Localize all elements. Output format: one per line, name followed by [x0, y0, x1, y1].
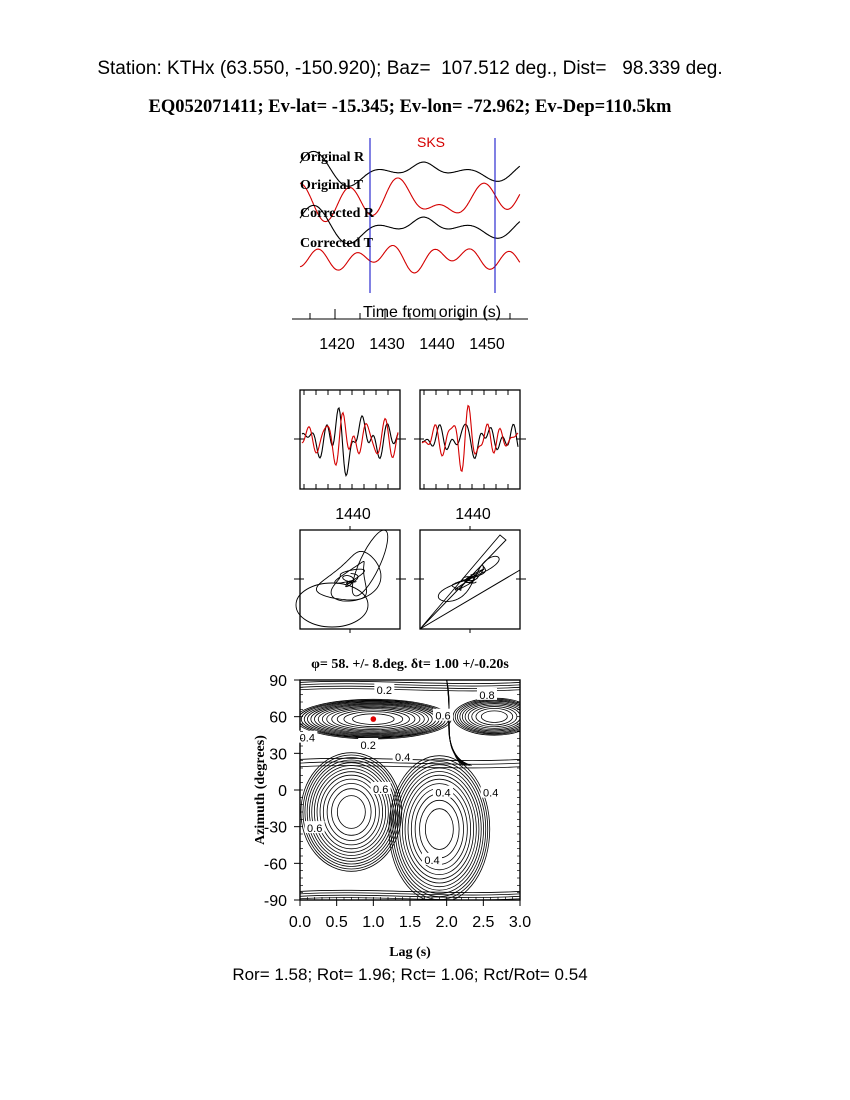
contour-line [327, 784, 375, 841]
contour-label: 0.4 [483, 787, 499, 800]
particle-motion-panel [294, 526, 406, 633]
best-fit-marker [371, 716, 377, 722]
contour-line [455, 699, 533, 734]
grid-x-tick-label: 0.0 [288, 914, 312, 931]
contour-line [391, 759, 488, 900]
contour-label: 0.4 [299, 732, 315, 745]
contour-line [472, 707, 517, 727]
contour-line [300, 681, 520, 683]
contour-line [300, 890, 520, 892]
windowed-panel [294, 390, 406, 523]
contour-line [465, 704, 523, 730]
time-axis-label: Time from origin (s) [362, 304, 502, 321]
trace-label: Original R [300, 150, 365, 165]
grid-y-tick-label: -30 [263, 819, 287, 837]
contour-label: 0.2 [376, 685, 392, 697]
time-tick-label: 1430 [369, 336, 405, 353]
event-info: EQ052071411; Ev-lat= -15.345; Ev-lon= -72.962; Ev-Dep=110.5km [148, 97, 672, 117]
contour-label: 0.6 [307, 823, 323, 836]
grid-x-tick-label: 1.0 [362, 914, 385, 931]
grid-x-tick-label: 1.5 [398, 914, 422, 931]
grid-x-tick-label: 2.0 [435, 914, 458, 931]
particle-motion-loop [420, 535, 506, 629]
grid-y-axis-label: Azimuth (degrees) [253, 735, 268, 845]
windowed-panel [414, 390, 526, 523]
grid-y-tick-label: 60 [269, 709, 287, 727]
windowed-tick-label: 1440 [335, 506, 371, 523]
grid-x-tick-label: 0.5 [325, 914, 348, 931]
contour-line [309, 763, 393, 862]
station-info: Station: KTHx (63.550, -150.920); Baz= 107.512 deg., Dist= 98.339 deg. [97, 58, 723, 79]
contour-label: 0.8 [479, 689, 495, 702]
grid-x-axis-label: Lag (s) [389, 945, 431, 960]
contour-line [389, 756, 490, 903]
grid-x-tick-label: 2.5 [472, 914, 495, 931]
trace-label: Corrected R [300, 206, 374, 221]
contour-label: 0.4 [424, 854, 440, 867]
splitting-ratios: Ror= 1.58; Rot= 1.96; Rct= 1.06; Rct/Rot= 0.54 [232, 965, 588, 984]
trace-label: Corrected T [300, 236, 373, 251]
energy-grid-panel [253, 657, 536, 960]
contour-line [301, 753, 402, 872]
time-tick-label: 1450 [469, 336, 505, 353]
contour-label: 0.4 [435, 787, 451, 800]
contour-line [425, 809, 453, 850]
particle-motion-panels [294, 526, 526, 633]
windowed-trace [302, 408, 398, 476]
contour-line [300, 684, 520, 686]
windowed-waveform-panels [294, 390, 526, 523]
grid-y-tick-label: 0 [278, 783, 287, 800]
particle-motion-path [316, 551, 381, 601]
grid-y-tick-label: -90 [263, 893, 287, 910]
particle-motion-panel [414, 526, 526, 633]
contour-label: 0.6 [373, 784, 389, 796]
particle-motion-frame [300, 530, 400, 629]
waveform-panel [292, 134, 528, 353]
grid-y-tick-label: -60 [263, 856, 287, 874]
grid-y-tick-label: 90 [269, 673, 287, 690]
contour-label: 0.6 [435, 710, 451, 723]
phase-label: SKS [417, 134, 446, 150]
time-tick-label: 1440 [419, 336, 455, 353]
contour-line [393, 762, 486, 897]
windowed-tick-label: 1440 [455, 506, 491, 523]
contour-line [481, 711, 507, 723]
contour-line [300, 893, 520, 895]
trace-label: Original T [300, 178, 364, 193]
contour-line [305, 758, 398, 867]
grid-title: φ= 58. +/- 8.deg. δt= 1.00 +/-0.20s [311, 657, 509, 672]
contour-label: 0.2 [360, 740, 376, 752]
time-tick-label: 1420 [319, 336, 355, 353]
particle-motion-loop [346, 526, 395, 600]
contour-line [314, 769, 388, 856]
grid-y-tick-label: 30 [269, 746, 287, 764]
trace-labels [300, 150, 375, 251]
contour-line [337, 796, 365, 829]
grid-x-tick-label: 3.0 [508, 914, 532, 931]
window-markers [370, 138, 495, 293]
contour-label: 0.4 [395, 752, 411, 765]
